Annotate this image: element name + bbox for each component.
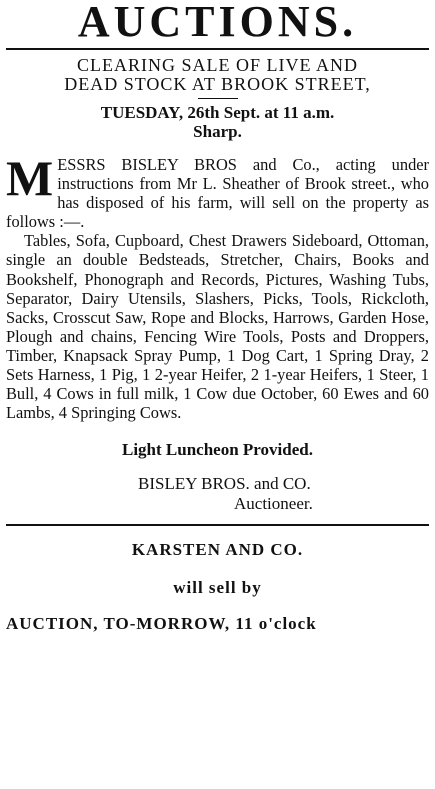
karsten-notice xyxy=(6,540,429,634)
will-sell-text: will sell by xyxy=(173,578,262,598)
luncheon-note: Light Luncheon Provided. xyxy=(122,440,313,460)
section-rule xyxy=(6,524,429,526)
intro-text: ESSRS BISLEY BROS and Co., acting under instructions from Mr L. Sheather of Brook street., who has disposed of his farm, will sell on the property as follows :—. xyxy=(6,155,429,232)
sale-date-line-2: Sharp. xyxy=(193,122,242,141)
masthead-rule xyxy=(6,48,429,50)
sale-date xyxy=(6,103,429,141)
auctioneer-signature xyxy=(6,474,429,514)
clearing-sale-notice xyxy=(6,56,429,514)
signature-name: BISLEY BROS. and CO. xyxy=(138,474,311,494)
karsten-firm: KARSTEN AND CO. xyxy=(131,540,304,560)
masthead-title: AUCTIONS. xyxy=(77,0,358,46)
sale-date-line-1: TUESDAY, 26th Sept. at 11 a.m. xyxy=(100,103,335,122)
sale-headline-line-2: DEAD STOCK AT BROOK STREET, xyxy=(64,74,371,94)
headline-divider xyxy=(198,98,238,99)
sale-body xyxy=(6,150,429,423)
intro-paragraph xyxy=(6,150,429,232)
signature-role: Auctioneer. xyxy=(234,494,313,514)
sale-headline xyxy=(6,56,429,94)
auction-time-line: AUCTION, TO-MORROW, 11 o'clock xyxy=(6,614,317,634)
items-paragraph: Tables, Sofa, Cupboard, Chest Drawers Sideboard, Ottoman, single an double Bedsteads, Stretcher, Chairs, Books and Bookshelf, Phonograph and Records, Pictures, Washing Tubs, Separator, Dairy Utensils, Slashers, Picks, Tools, Rickcloth, Sacks, Crosscut Saw, Rope and Blocks, Harrows, Garden Hose, Plough and chains, Fencing Wire Tools, Posts and Droppers, Timber, Knapsack Spray Pump, 1 Dog Cart, 1 Spring Dray, 2 Sets Harness, 1 Pig, 1 2-year Heifer, 2 1-year Heifers, 1 Steer, 1 Bull, 4 Cows in full milk, 1 Cow due October, 60 Ewes and 60 Lambs, 4 Springing Cows. xyxy=(6,231,429,423)
drop-cap: M xyxy=(6,150,54,206)
sale-headline-line-1: CLEARING SALE OF LIVE AND xyxy=(77,55,358,75)
